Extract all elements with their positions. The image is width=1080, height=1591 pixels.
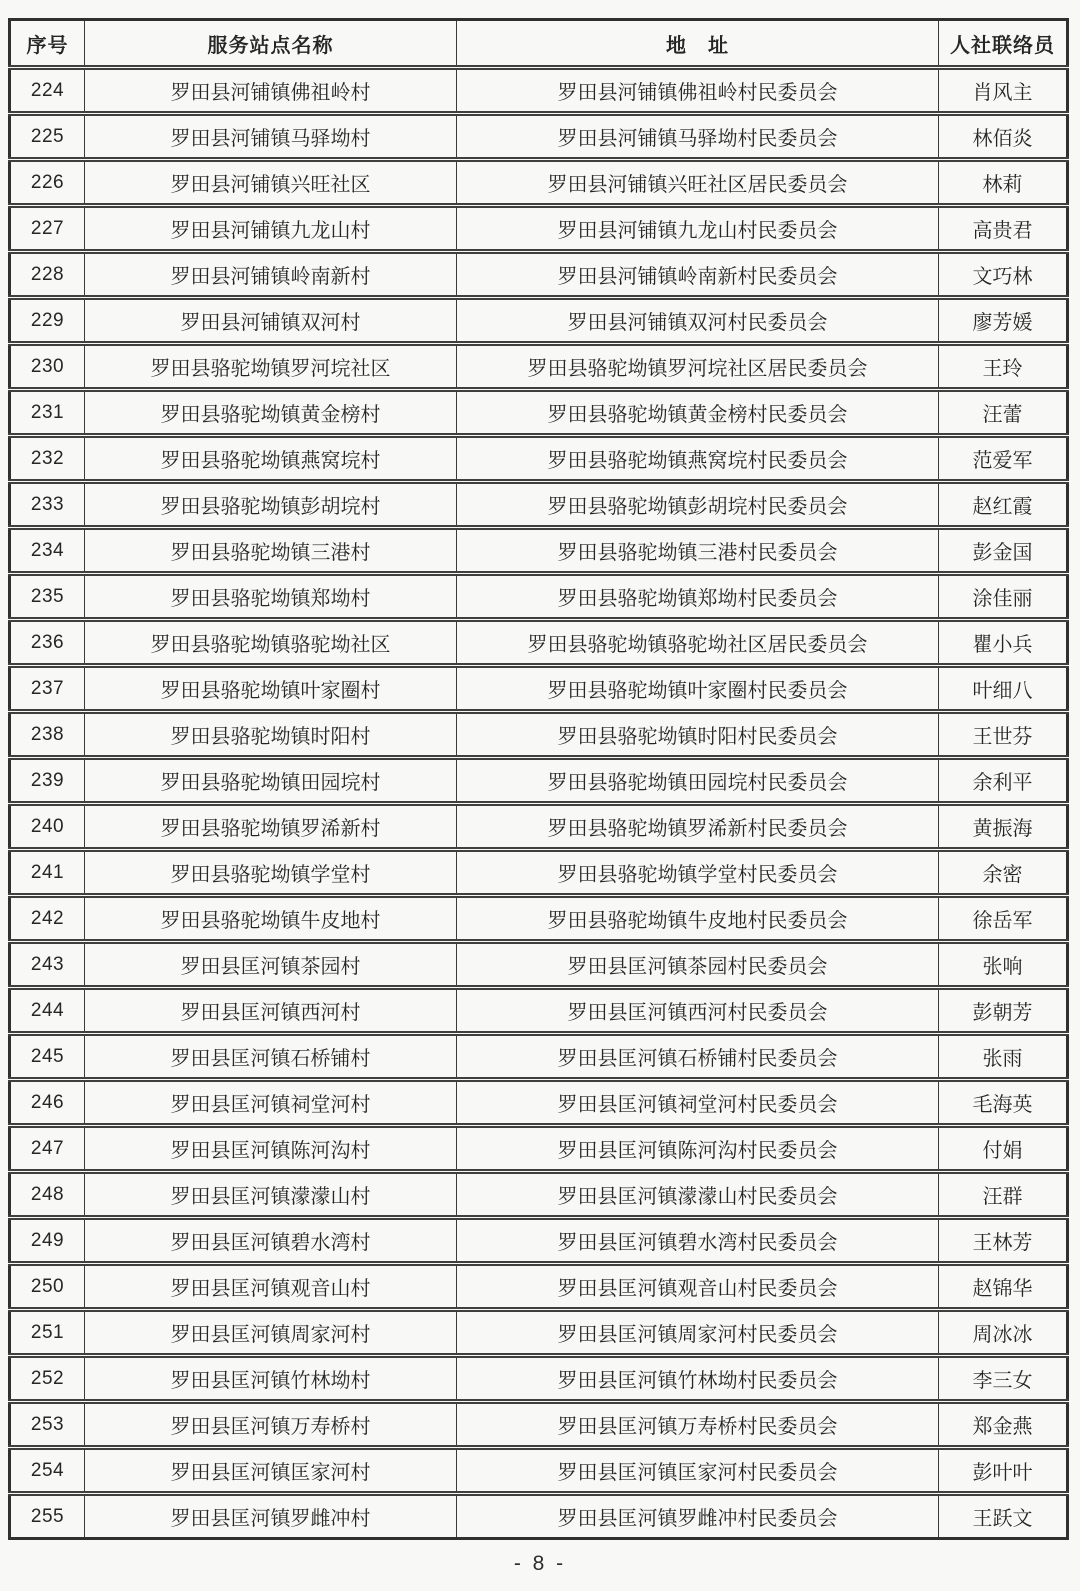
cell-address: 罗田县骆驼坳镇学堂村民委员会 [457,850,939,896]
cell-seq-number: 231 [10,390,85,436]
cell-liaison: 张响 [939,942,1068,988]
cell-liaison: 汪群 [939,1172,1068,1218]
cell-seq-number: 227 [10,206,85,252]
cell-seq-number: 251 [10,1310,85,1356]
cell-liaison: 涂佳丽 [939,574,1068,620]
cell-address: 罗田县河铺镇岭南新村民委员会 [457,252,939,298]
cell-address: 罗田县骆驼坳镇田园垸村民委员会 [457,758,939,804]
cell-address: 罗田县匡河镇竹林坳村民委员会 [457,1356,939,1402]
table-row [10,574,1068,620]
cell-station-name: 罗田县河铺镇双河村 [85,298,457,344]
table-row [10,206,1068,252]
table-row [10,482,1068,528]
table-row [10,988,1068,1034]
cell-seq-number: 248 [10,1172,85,1218]
cell-seq-number: 240 [10,804,85,850]
cell-liaison: 廖芳媛 [939,298,1068,344]
cell-address: 罗田县骆驼坳镇骆驼坳社区居民委员会 [457,620,939,666]
cell-seq-number: 229 [10,298,85,344]
cell-seq-number: 253 [10,1402,85,1448]
cell-liaison: 周冰冰 [939,1310,1068,1356]
cell-seq-number: 250 [10,1264,85,1310]
cell-liaison: 彭金国 [939,528,1068,574]
table-row [10,666,1068,712]
table-row [10,160,1068,206]
cell-station-name: 罗田县骆驼坳镇罗河垸社区 [85,344,457,390]
cell-station-name: 罗田县骆驼坳镇郑坳村 [85,574,457,620]
cell-liaison: 付娟 [939,1126,1068,1172]
cell-address: 罗田县骆驼坳镇叶家圈村民委员会 [457,666,939,712]
cell-liaison: 王世芬 [939,712,1068,758]
cell-seq-number: 246 [10,1080,85,1126]
page-number: - 8 - [513,1552,567,1575]
cell-seq-number: 226 [10,160,85,206]
header-liaison: 人社联络员 [939,20,1068,68]
cell-station-name: 罗田县骆驼坳镇田园垸村 [85,758,457,804]
cell-liaison: 王林芳 [939,1218,1068,1264]
table-row [10,1080,1068,1126]
cell-address: 罗田县骆驼坳镇牛皮地村民委员会 [457,896,939,942]
cell-address: 罗田县河铺镇九龙山村民委员会 [457,206,939,252]
cell-address: 罗田县匡河镇石桥铺村民委员会 [457,1034,939,1080]
cell-seq-number: 252 [10,1356,85,1402]
cell-liaison: 张雨 [939,1034,1068,1080]
cell-seq-number: 225 [10,114,85,160]
cell-address: 罗田县匡河镇祠堂河村民委员会 [457,1080,939,1126]
table-row [10,850,1068,896]
cell-liaison: 彭叶叶 [939,1448,1068,1494]
cell-liaison: 肖风主 [939,68,1068,114]
table-row [10,620,1068,666]
cell-address: 罗田县河铺镇双河村民委员会 [457,298,939,344]
table-row [10,1310,1068,1356]
cell-station-name: 罗田县匡河镇祠堂河村 [85,1080,457,1126]
table-row [10,528,1068,574]
cell-seq-number: 255 [10,1494,85,1539]
table-row [10,942,1068,988]
table-row [10,1264,1068,1310]
header-station-name: 服务站点名称 [85,20,457,68]
cell-seq-number: 235 [10,574,85,620]
cell-station-name: 罗田县骆驼坳镇燕窝垸村 [85,436,457,482]
cell-liaison: 彭朝芳 [939,988,1068,1034]
cell-seq-number: 238 [10,712,85,758]
cell-station-name: 罗田县匡河镇观音山村 [85,1264,457,1310]
cell-address: 罗田县匡河镇匡家河村民委员会 [457,1448,939,1494]
cell-seq-number: 244 [10,988,85,1034]
table-row [10,344,1068,390]
cell-station-name: 罗田县骆驼坳镇叶家圈村 [85,666,457,712]
cell-seq-number: 243 [10,942,85,988]
table-row [10,252,1068,298]
cell-address: 罗田县匡河镇观音山村民委员会 [457,1264,939,1310]
cell-address: 罗田县骆驼坳镇罗河垸社区居民委员会 [457,344,939,390]
cell-station-name: 罗田县骆驼坳镇骆驼坳社区 [85,620,457,666]
cell-liaison: 王跃文 [939,1494,1068,1539]
table-row [10,68,1068,114]
cell-address: 罗田县匡河镇陈河沟村民委员会 [457,1126,939,1172]
cell-seq-number: 224 [10,68,85,114]
cell-liaison: 汪蕾 [939,390,1068,436]
cell-station-name: 罗田县匡河镇竹林坳村 [85,1356,457,1402]
cell-station-name: 罗田县匡河镇万寿桥村 [85,1402,457,1448]
cell-liaison: 赵红霞 [939,482,1068,528]
cell-address: 罗田县骆驼坳镇燕窝垸村民委员会 [457,436,939,482]
cell-address: 罗田县河铺镇兴旺社区居民委员会 [457,160,939,206]
cell-liaison: 范爱军 [939,436,1068,482]
cell-seq-number: 228 [10,252,85,298]
cell-station-name: 罗田县匡河镇陈河沟村 [85,1126,457,1172]
cell-address: 罗田县骆驼坳镇彭胡垸村民委员会 [457,482,939,528]
cell-station-name: 罗田县匡河镇濛濛山村 [85,1172,457,1218]
cell-address: 罗田县匡河镇濛濛山村民委员会 [457,1172,939,1218]
cell-address: 罗田县匡河镇西河村民委员会 [457,988,939,1034]
cell-liaison: 文巧林 [939,252,1068,298]
cell-liaison: 郑金燕 [939,1402,1068,1448]
table-row [10,1126,1068,1172]
cell-address: 罗田县骆驼坳镇三港村民委员会 [457,528,939,574]
cell-address: 罗田县骆驼坳镇郑坳村民委员会 [457,574,939,620]
header-row [10,20,1068,68]
table-row [10,896,1068,942]
cell-liaison: 林佰炎 [939,114,1068,160]
cell-seq-number: 232 [10,436,85,482]
table-row [10,1356,1068,1402]
service-station-table [8,18,1069,1540]
table-row [10,1172,1068,1218]
cell-address: 罗田县骆驼坳镇时阳村民委员会 [457,712,939,758]
table-row [10,758,1068,804]
table-row [10,1494,1068,1539]
cell-station-name: 罗田县匡河镇西河村 [85,988,457,1034]
cell-station-name: 罗田县匡河镇碧水湾村 [85,1218,457,1264]
table-row [10,114,1068,160]
header-seq-number: 序号 [10,20,85,68]
cell-seq-number: 242 [10,896,85,942]
header-address: 地 址 [457,20,939,68]
cell-liaison: 高贵君 [939,206,1068,252]
table-row [10,1034,1068,1080]
cell-station-name: 罗田县匡河镇茶园村 [85,942,457,988]
cell-station-name: 罗田县匡河镇周家河村 [85,1310,457,1356]
cell-station-name: 罗田县河铺镇九龙山村 [85,206,457,252]
table-row [10,1218,1068,1264]
cell-station-name: 罗田县河铺镇兴旺社区 [85,160,457,206]
cell-address: 罗田县匡河镇万寿桥村民委员会 [457,1402,939,1448]
cell-station-name: 罗田县骆驼坳镇罗浠新村 [85,804,457,850]
cell-station-name: 罗田县河铺镇马驿坳村 [85,114,457,160]
cell-seq-number: 245 [10,1034,85,1080]
cell-seq-number: 249 [10,1218,85,1264]
cell-address: 罗田县匡河镇周家河村民委员会 [457,1310,939,1356]
cell-station-name: 罗田县河铺镇佛祖岭村 [85,68,457,114]
cell-seq-number: 241 [10,850,85,896]
cell-seq-number: 247 [10,1126,85,1172]
cell-seq-number: 239 [10,758,85,804]
table-row [10,298,1068,344]
cell-liaison: 余密 [939,850,1068,896]
cell-station-name: 罗田县骆驼坳镇牛皮地村 [85,896,457,942]
cell-address: 罗田县河铺镇佛祖岭村民委员会 [457,68,939,114]
table-row [10,1448,1068,1494]
cell-seq-number: 236 [10,620,85,666]
cell-liaison: 林莉 [939,160,1068,206]
cell-address: 罗田县骆驼坳镇罗浠新村民委员会 [457,804,939,850]
cell-address: 罗田县骆驼坳镇黄金榜村民委员会 [457,390,939,436]
table-row [10,712,1068,758]
cell-liaison: 李三女 [939,1356,1068,1402]
cell-liaison: 赵锦华 [939,1264,1068,1310]
cell-seq-number: 234 [10,528,85,574]
cell-station-name: 罗田县匡河镇罗雌冲村 [85,1494,457,1539]
cell-station-name: 罗田县骆驼坳镇学堂村 [85,850,457,896]
cell-seq-number: 230 [10,344,85,390]
cell-liaison: 王玲 [939,344,1068,390]
table-row [10,390,1068,436]
cell-station-name: 罗田县骆驼坳镇黄金榜村 [85,390,457,436]
table-row [10,1402,1068,1448]
cell-address: 罗田县河铺镇马驿坳村民委员会 [457,114,939,160]
cell-liaison: 毛海英 [939,1080,1068,1126]
cell-seq-number: 233 [10,482,85,528]
cell-liaison: 徐岳军 [939,896,1068,942]
cell-station-name: 罗田县匡河镇石桥铺村 [85,1034,457,1080]
table-row [10,436,1068,482]
table-body [10,68,1068,1539]
table-row [10,804,1068,850]
cell-station-name: 罗田县河铺镇岭南新村 [85,252,457,298]
cell-station-name: 罗田县骆驼坳镇三港村 [85,528,457,574]
cell-address: 罗田县匡河镇茶园村民委员会 [457,942,939,988]
cell-seq-number: 237 [10,666,85,712]
cell-address: 罗田县匡河镇罗雌冲村民委员会 [457,1494,939,1539]
cell-station-name: 罗田县匡河镇匡家河村 [85,1448,457,1494]
cell-address: 罗田县匡河镇碧水湾村民委员会 [457,1218,939,1264]
cell-station-name: 罗田县骆驼坳镇彭胡垸村 [85,482,457,528]
cell-liaison: 瞿小兵 [939,620,1068,666]
cell-liaison: 余利平 [939,758,1068,804]
cell-seq-number: 254 [10,1448,85,1494]
cell-station-name: 罗田县骆驼坳镇时阳村 [85,712,457,758]
cell-liaison: 黄振海 [939,804,1068,850]
cell-liaison: 叶细八 [939,666,1068,712]
